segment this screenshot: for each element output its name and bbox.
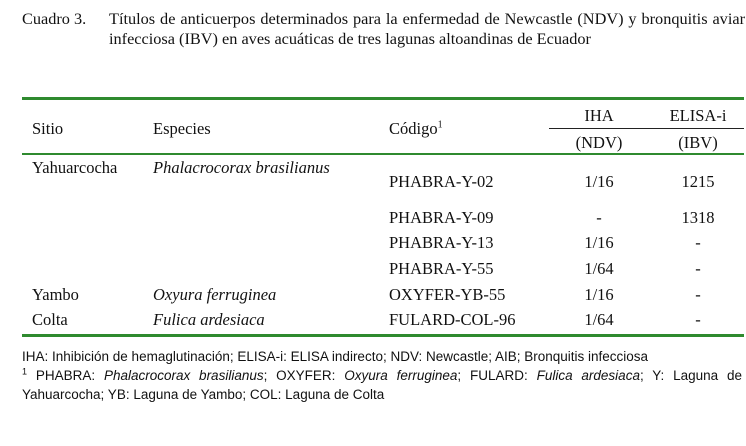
row1-codigo: PHABRA-Y-02 bbox=[389, 172, 494, 191]
row5-especie: Oxyura ferruginea bbox=[153, 285, 277, 304]
table-bottom-rule bbox=[22, 334, 744, 337]
footnote-part: ; FULARD: bbox=[457, 368, 537, 383]
row4-codigo: PHABRA-Y-55 bbox=[389, 259, 494, 278]
row4-iha: 1/64 bbox=[584, 259, 614, 278]
footnote-species: Fulica ardesiaca bbox=[536, 368, 640, 383]
footnote-species: Oxyura ferruginea bbox=[344, 368, 458, 383]
row6-sitio: Colta bbox=[32, 310, 68, 329]
row4-elisa: - bbox=[695, 259, 701, 278]
row3-iha: 1/16 bbox=[584, 233, 614, 252]
header-group-rule bbox=[549, 128, 744, 129]
row3-codigo: PHABRA-Y-13 bbox=[389, 233, 494, 252]
row5-iha: 1/16 bbox=[584, 285, 614, 304]
header-iha-ndv: (NDV) bbox=[575, 133, 623, 152]
header-codigo-label: Código bbox=[389, 119, 438, 138]
footnote-part: ; Y: Laguna de Yahuarcocha; YB: Laguna de Yambo; COL: Laguna de Colta bbox=[22, 368, 743, 402]
header-especies: Especies bbox=[153, 119, 211, 138]
header-elisa-ibv: (IBV) bbox=[678, 133, 718, 152]
row5-elisa: - bbox=[695, 285, 701, 304]
row1-sitio: Yahuarcocha bbox=[32, 158, 118, 177]
row5-codigo: OXYFER-YB-55 bbox=[389, 285, 506, 304]
row2-iha: - bbox=[596, 208, 602, 227]
header-iha: IHA bbox=[584, 106, 614, 125]
row2-codigo: PHABRA-Y-09 bbox=[389, 208, 494, 227]
row1-iha: 1/16 bbox=[584, 172, 614, 191]
footnote-1 bbox=[22, 366, 742, 404]
header-sitio: Sitio bbox=[32, 119, 64, 138]
row6-especie: Fulica ardesiaca bbox=[153, 310, 265, 329]
row1-especie: Phalacrocorax brasilianus bbox=[153, 158, 330, 177]
row3-elisa: - bbox=[695, 233, 701, 252]
caption-text: Títulos de anticuerpos determinados para la enfermedad de Newcastle (NDV) y bronquitis aviar infecciosa (IBV) en aves acuáticas de tres lagunas altoandinas de Ecuador bbox=[109, 9, 745, 48]
table-notes bbox=[22, 347, 742, 404]
row6-elisa: - bbox=[695, 310, 701, 329]
footnote-species: Phalacrocorax brasilianus bbox=[103, 368, 264, 383]
row2-elisa: 1318 bbox=[681, 208, 715, 227]
row1-elisa: 1215 bbox=[681, 172, 715, 191]
table-top-rule bbox=[22, 97, 744, 100]
row6-iha: 1/64 bbox=[584, 310, 614, 329]
abbreviations-note: IHA: Inhibición de hemaglutinación; ELISA-i: ELISA indirecto; NDV: Newcastle; AIB; Bronquitis infecciosa bbox=[22, 349, 649, 364]
footnote-part: PHABRA: bbox=[27, 368, 104, 383]
header-codigo-footnote-mark: 1 bbox=[437, 119, 443, 131]
caption-label: Cuadro 3. bbox=[22, 9, 87, 28]
header-codigo bbox=[389, 119, 443, 139]
footnote-mark: 1 bbox=[22, 366, 28, 377]
footnote-part: ; OXYFER: bbox=[263, 368, 345, 383]
row6-codigo: FULARD-COL-96 bbox=[389, 310, 516, 329]
header-bottom-rule bbox=[22, 153, 744, 155]
row5-sitio: Yambo bbox=[32, 285, 79, 304]
header-elisa: ELISA-i bbox=[669, 106, 727, 125]
